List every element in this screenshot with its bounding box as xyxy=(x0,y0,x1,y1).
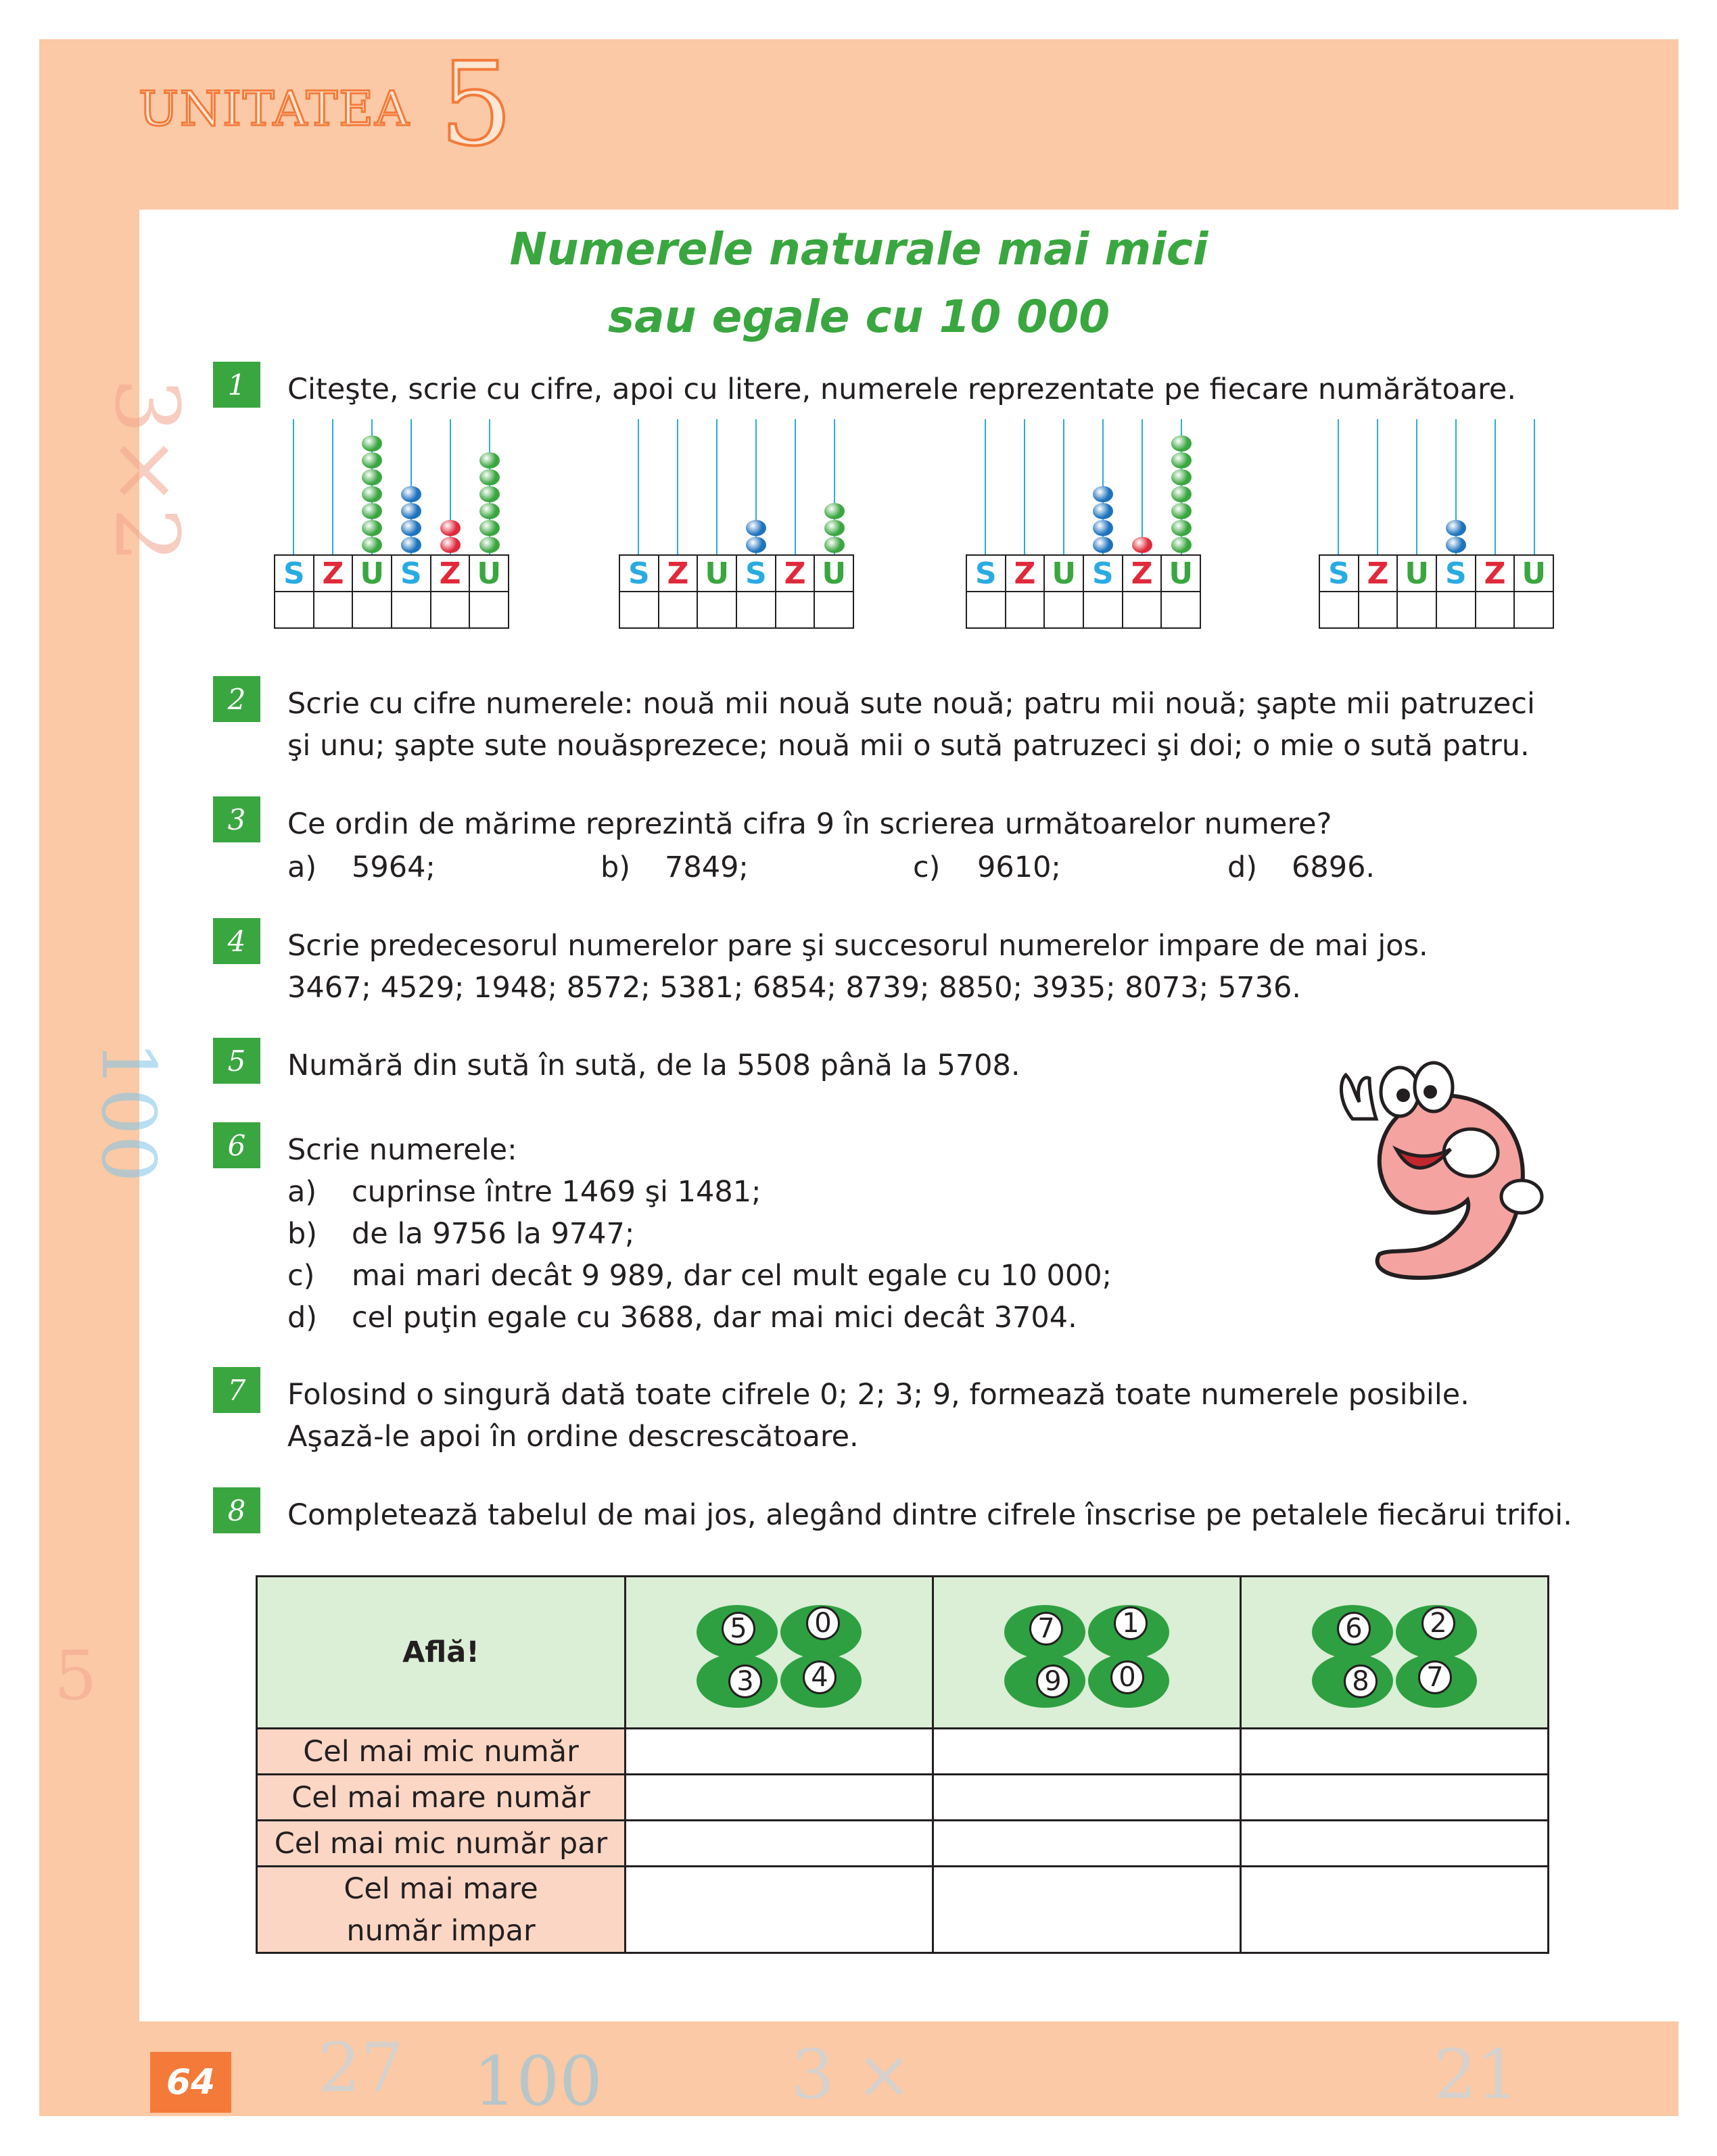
clover-digit: 9 xyxy=(1036,1664,1070,1698)
abacus-rod xyxy=(1024,419,1025,554)
clover-digit: 0 xyxy=(1110,1660,1144,1694)
abacus-bead xyxy=(479,452,500,469)
place-value-label: S xyxy=(1437,556,1476,591)
option-value: de la 9756 la 9747; xyxy=(352,1217,635,1251)
digit-cell[interactable] xyxy=(1006,592,1045,627)
clover-digit: 6 xyxy=(1337,1612,1371,1646)
place-value-label: U xyxy=(1169,556,1194,591)
place-value-label: Z xyxy=(1123,556,1162,591)
abacus-bead xyxy=(362,503,382,519)
answer-cell[interactable] xyxy=(626,1867,933,1953)
digit-cell[interactable] xyxy=(314,592,354,627)
exercise-number: 1 xyxy=(213,362,260,408)
row-label: Cel mai mic număr xyxy=(257,1729,626,1775)
exercise-number: 6 xyxy=(213,1122,260,1168)
digit-cell[interactable] xyxy=(1359,592,1398,627)
clover-cell xyxy=(1241,1577,1549,1729)
abacus-rod xyxy=(1338,419,1339,554)
unit-number: 5 xyxy=(440,38,513,172)
option-value: cel puţin egale cu 3688, dar mai mici decât 3704. xyxy=(352,1301,1077,1335)
place-value-label: S xyxy=(1320,556,1359,591)
digit-cell[interactable] xyxy=(1437,592,1476,627)
abacus-bead xyxy=(1171,486,1192,502)
option-value: 5964; xyxy=(352,851,436,884)
abacus-2 xyxy=(619,419,854,636)
exercise-number: 2 xyxy=(213,676,260,722)
clover-1 xyxy=(684,1591,874,1713)
abacus-rod xyxy=(716,419,718,554)
abacus-bead xyxy=(1132,537,1152,553)
abacus-rod xyxy=(1495,419,1496,554)
unit-title: UNITATEA xyxy=(139,81,410,137)
abacus-bead xyxy=(401,503,421,519)
abacus-rod xyxy=(1142,419,1143,554)
place-value-label: U xyxy=(353,556,392,591)
row-label: Cel mai mic număr par xyxy=(257,1821,626,1867)
abacus-bead xyxy=(1171,520,1192,536)
option-label: c) xyxy=(287,1259,315,1293)
option-value: mai mari decât 9 989, dar cel mult egale cu 10 000; xyxy=(352,1259,1112,1293)
place-value-label: S xyxy=(967,556,1006,591)
answer-cell[interactable] xyxy=(1241,1729,1549,1775)
exercise-text: Ce ordin de mărime reprezintă cifra 9 în scrierea următoarelor numere? xyxy=(287,807,1332,841)
abacus-rod xyxy=(1377,419,1378,554)
abacus-bead xyxy=(1171,537,1192,553)
digit-cell[interactable] xyxy=(431,592,471,627)
abacus-bead xyxy=(1446,520,1466,536)
place-value-label: U xyxy=(477,556,502,591)
smiling-nine-character xyxy=(1305,1055,1549,1298)
digit-cell[interactable] xyxy=(659,592,699,627)
abacus-rod xyxy=(638,419,639,554)
place-value-label: Z xyxy=(314,556,354,591)
clover-digit: 1 xyxy=(1114,1606,1148,1640)
abacus-rod xyxy=(332,419,333,554)
clover-digit: 3 xyxy=(728,1664,762,1698)
page-number: 64 xyxy=(150,2052,231,2113)
decor-symbols: 21 xyxy=(1434,2035,1520,2114)
option-label: d) xyxy=(287,1301,318,1335)
place-value-label: S xyxy=(620,556,659,591)
option-value: 6896. xyxy=(1292,851,1375,884)
decor-symbols: 100 xyxy=(473,2042,603,2121)
option-label: a) xyxy=(287,1175,317,1209)
decor-symbols: 27 xyxy=(318,2028,404,2107)
decor-symbols: 3 × xyxy=(791,2035,913,2114)
answer-cell[interactable] xyxy=(933,1821,1241,1867)
option-label: c) xyxy=(913,851,941,884)
abacus-bead xyxy=(1093,503,1113,519)
digit-cell[interactable] xyxy=(470,592,508,627)
option-label: d) xyxy=(1227,851,1258,884)
digit-cell[interactable] xyxy=(353,592,392,627)
abacus-bead xyxy=(1093,520,1113,536)
clover-3 xyxy=(1300,1591,1489,1713)
answer-cell[interactable] xyxy=(933,1867,1241,1953)
place-value-label: U xyxy=(1045,556,1084,591)
decor-symbols: 5 xyxy=(54,1636,97,1715)
option-value: 9610; xyxy=(977,851,1061,884)
answer-cell[interactable] xyxy=(1241,1867,1549,1953)
abacus-labels xyxy=(619,554,854,592)
abacus-labels xyxy=(966,554,1201,592)
exercise-text: Numără din sută în sută, de la 5508 până la 5708. xyxy=(287,1049,1020,1082)
digit-cell[interactable] xyxy=(737,592,776,627)
abacus-rod xyxy=(1416,419,1417,554)
row-label: Cel mai mare număr impar xyxy=(257,1867,626,1953)
abacus-answer-row xyxy=(274,591,509,629)
clover-digit: 7 xyxy=(1029,1612,1063,1646)
abacus-rod xyxy=(795,419,796,554)
place-value-label: U xyxy=(1522,556,1547,591)
exercise-table xyxy=(256,1575,1549,1954)
abacus-rod xyxy=(985,419,986,554)
digit-cell[interactable] xyxy=(698,592,737,627)
digit-cell[interactable] xyxy=(1515,592,1553,627)
digit-cell[interactable] xyxy=(1084,592,1123,627)
abacus-bead xyxy=(362,452,382,469)
digit-cell[interactable] xyxy=(776,592,816,627)
abacus-bead xyxy=(1171,469,1192,485)
digit-cell[interactable] xyxy=(1123,592,1162,627)
place-value-label: Z xyxy=(1359,556,1398,591)
abacus-bead xyxy=(479,537,500,553)
digit-cell[interactable] xyxy=(1045,592,1084,627)
clover-digit: 4 xyxy=(803,1660,837,1694)
abacus-bead xyxy=(362,486,382,502)
place-value-label: Z xyxy=(1006,556,1045,591)
answer-cell[interactable] xyxy=(1241,1821,1549,1867)
option-value: cuprinse între 1469 şi 1481; xyxy=(352,1175,761,1209)
digit-cell[interactable] xyxy=(815,592,853,627)
abacus-answer-row xyxy=(1319,591,1554,629)
digit-cell[interactable] xyxy=(1162,592,1200,627)
option-label: b) xyxy=(601,851,631,884)
abacus-labels xyxy=(1319,554,1554,592)
exercise-number: 3 xyxy=(213,796,260,842)
exercise-text: Citeşte, scrie cu cifre, apoi cu litere, numerele reprezentate pe fiecare numărătoare. xyxy=(287,373,1517,406)
clover-digit: 2 xyxy=(1421,1606,1455,1640)
abacus-bead xyxy=(362,469,382,485)
abacus-bead xyxy=(362,537,382,553)
exercise-number: 8 xyxy=(213,1487,260,1533)
abacus-bead xyxy=(824,537,845,553)
abacus-bead xyxy=(479,486,500,502)
place-value-label: U xyxy=(698,556,737,591)
abacus-rod xyxy=(677,419,678,554)
page-title-line1: Numerele naturale mai mici xyxy=(509,223,1208,275)
abacus-bead xyxy=(440,537,461,553)
exercise-text: şi unu; şapte sute nouăsprezece; nouă mii o sută patruzeci şi doi; o mie o sută patru. xyxy=(287,729,1530,763)
abacus-1 xyxy=(274,419,509,636)
place-value-label: Z xyxy=(659,556,699,591)
abacus-bead xyxy=(479,503,500,519)
decor-symbols: 3×2 xyxy=(95,377,199,564)
exercise-number: 7 xyxy=(213,1367,260,1413)
abacus-bead xyxy=(401,520,421,536)
abacus-rod xyxy=(1063,419,1064,554)
abacus-bead xyxy=(1446,537,1466,553)
option-value: 7849; xyxy=(665,851,749,884)
place-value-label: Z xyxy=(1476,556,1515,591)
answer-cell[interactable] xyxy=(626,1775,933,1821)
abacus-bead xyxy=(746,520,766,536)
exercise-text: Completează tabelul de mai jos, alegând dintre cifrele înscrise pe petalele fiecărui trifoi. xyxy=(287,1498,1572,1532)
place-value-label: S xyxy=(392,556,431,591)
abacus-bead xyxy=(362,435,382,452)
abacus-bead xyxy=(824,520,845,536)
digit-cell[interactable] xyxy=(1398,592,1437,627)
abacus-rod xyxy=(1534,419,1535,554)
digit-cell[interactable] xyxy=(392,592,431,627)
abacus-labels xyxy=(274,554,509,592)
row-label: Cel mai mare număr xyxy=(257,1775,626,1821)
exercise-text: Aşază-le apoi în ordine descrescătoare. xyxy=(287,1420,859,1454)
clover-2 xyxy=(992,1591,1181,1713)
abacus-bead xyxy=(479,469,500,485)
digit-cell[interactable] xyxy=(275,592,314,627)
option-label: b) xyxy=(287,1217,318,1251)
place-value-label: U xyxy=(822,556,847,591)
abacus-bead xyxy=(824,503,845,519)
place-value-label: Z xyxy=(431,556,471,591)
clover-digit: 5 xyxy=(722,1612,755,1646)
abacus-3 xyxy=(966,419,1201,636)
exercise-number: 5 xyxy=(213,1038,260,1084)
digit-cell[interactable] xyxy=(620,592,659,627)
clover-cell xyxy=(626,1577,933,1729)
abacus-bead xyxy=(1093,486,1113,502)
exercise-text: Scrie predecesorul numerelor pare şi succesorul numerelor impare de mai jos. xyxy=(287,929,1428,963)
place-value-label: S xyxy=(275,556,314,591)
abacus-bead xyxy=(746,537,766,553)
place-value-label: U xyxy=(1398,556,1437,591)
exercise-text: Scrie numerele: xyxy=(287,1133,517,1167)
clover-digit: 8 xyxy=(1344,1664,1378,1698)
option-label: a) xyxy=(287,851,317,884)
exercise-text: Folosind o singură dată toate cifrele 0; 2; 3; 9, formează toate numerele posibile. xyxy=(287,1378,1469,1412)
clover-digit: 0 xyxy=(806,1606,840,1640)
abacus-bead xyxy=(479,520,500,536)
place-value-label: S xyxy=(737,556,776,591)
answer-cell[interactable] xyxy=(626,1821,933,1867)
abacus-answer-row xyxy=(966,591,1201,629)
abacus-bead xyxy=(1093,537,1113,553)
clover-digit: 7 xyxy=(1418,1660,1452,1694)
place-value-label: S xyxy=(1084,556,1123,591)
page-title-line2: sau egale cu 10 000 xyxy=(607,291,1110,343)
decor-symbols: 100 xyxy=(85,1040,172,1182)
abacus-4 xyxy=(1319,419,1554,636)
digit-cell[interactable] xyxy=(967,592,1006,627)
clover-cell xyxy=(933,1577,1241,1729)
exercise-text: 3467; 4529; 1948; 8572; 5381; 6854; 8739; 8850; 3935; 8073; 5736. xyxy=(287,971,1301,1005)
exercise-text: Scrie cu cifre numerele: nouă mii nouă sute nouă; patru mii nouă; şapte mii patruzeci xyxy=(287,687,1535,721)
abacus-bead xyxy=(362,520,382,536)
abacus-answer-row xyxy=(619,591,854,629)
answer-cell[interactable] xyxy=(933,1775,1241,1821)
exercise-number: 4 xyxy=(213,918,260,964)
abacus-bead xyxy=(1171,503,1192,519)
answer-cell[interactable] xyxy=(626,1729,933,1775)
abacus-bead xyxy=(1171,435,1192,452)
digit-cell[interactable] xyxy=(1476,592,1515,627)
answer-cell[interactable] xyxy=(1241,1775,1549,1821)
table-header-label: Află! xyxy=(257,1577,626,1729)
digit-cell[interactable] xyxy=(1320,592,1359,627)
answer-cell[interactable] xyxy=(933,1729,1241,1775)
abacus-bead xyxy=(401,486,421,502)
abacus-bead xyxy=(440,520,461,536)
place-value-label: Z xyxy=(776,556,816,591)
abacus-bead xyxy=(1171,452,1192,469)
abacus-bead xyxy=(401,537,421,553)
abacus-rod xyxy=(293,419,294,554)
